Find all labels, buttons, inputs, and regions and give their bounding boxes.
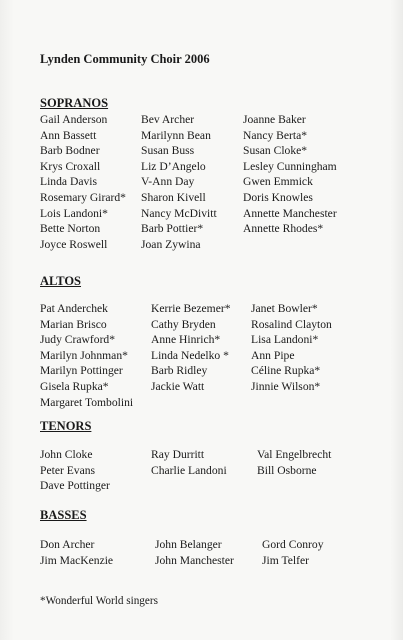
member-name: Ann Bassett bbox=[40, 128, 97, 142]
member-name: Susan Buss bbox=[141, 144, 195, 158]
member-name: Marian Brisco bbox=[40, 317, 107, 331]
altos-column-3 bbox=[251, 301, 332, 395]
member-name: Margaret Tombolini bbox=[40, 395, 134, 409]
basses-column-1 bbox=[40, 537, 113, 568]
member-name: Judy Crawford* bbox=[40, 333, 116, 347]
member-name: Annette Rhodes* bbox=[243, 222, 324, 236]
member-name: Marilynn Bean bbox=[141, 128, 211, 142]
member-name: Rosalind Clayton bbox=[251, 317, 332, 331]
member-name: Pat Anderchek bbox=[40, 302, 108, 315]
member-name: John Cloke bbox=[40, 448, 93, 461]
member-name: Marilyn Johnman* bbox=[40, 348, 128, 362]
member-name: Lisa Landoni* bbox=[251, 333, 319, 347]
member-name: Gord Conroy bbox=[262, 538, 324, 551]
member-name: Gwen Emmick bbox=[243, 175, 313, 189]
member-name: Gisela Rupka* bbox=[40, 379, 109, 393]
member-name: Bill Osborne bbox=[257, 463, 317, 477]
member-name: John Manchester bbox=[155, 553, 234, 567]
member-name: Céline Rupka* bbox=[251, 364, 321, 378]
member-name: Cathy Bryden bbox=[151, 317, 216, 331]
member-name: Barb Pottier* bbox=[141, 222, 204, 236]
member-name: Joan Zywina bbox=[141, 237, 201, 251]
member-name: Barb Bodner bbox=[40, 144, 100, 158]
member-name: Annette Manchester bbox=[243, 206, 337, 220]
member-name: Jinnie Wilson* bbox=[251, 379, 321, 393]
tenors-column-3 bbox=[257, 447, 331, 478]
member-name: Sharon Kivell bbox=[141, 190, 206, 204]
member-name: Marilyn Pottinger bbox=[40, 364, 123, 378]
member-name: Lois Landoni* bbox=[40, 206, 108, 220]
member-name: Lesley Cunningham bbox=[243, 159, 337, 173]
member-name: Dave Pottinger bbox=[40, 479, 110, 493]
member-name: Krys Croxall bbox=[40, 159, 101, 173]
member-name: Joanne Baker bbox=[243, 113, 306, 126]
member-name: Linda Davis bbox=[40, 175, 97, 189]
tenors-column-1 bbox=[40, 447, 110, 494]
member-name: Jackie Watt bbox=[151, 379, 205, 393]
member-name: Kerrie Bezemer* bbox=[151, 302, 231, 315]
member-name: John Belanger bbox=[155, 538, 222, 551]
section-heading-sopranos: SOPRANOS bbox=[40, 96, 109, 110]
member-name: Val Engelbrecht bbox=[257, 448, 332, 461]
member-name: Susan Cloke* bbox=[243, 144, 308, 158]
member-name: Gail Anderson bbox=[40, 113, 108, 126]
page-title: Lynden Community Choir 2006 bbox=[40, 52, 210, 66]
member-name: Bev Archer bbox=[141, 113, 195, 126]
sopranos-column-2 bbox=[141, 112, 217, 252]
sopranos-column-1 bbox=[40, 112, 126, 252]
member-name: Linda Nedelko * bbox=[151, 348, 229, 362]
member-name: Ray Durritt bbox=[151, 448, 205, 461]
member-name: Don Archer bbox=[40, 538, 95, 551]
footnote: *Wonderful World singers bbox=[40, 595, 158, 607]
altos-column-1 bbox=[40, 301, 133, 410]
member-name: Nancy Berta* bbox=[243, 128, 308, 142]
member-name: Bette Norton bbox=[40, 222, 101, 236]
member-name: Nancy McDivitt bbox=[141, 206, 217, 220]
section-heading-tenors: TENORS bbox=[40, 419, 92, 433]
member-name: Janet Bowler* bbox=[251, 302, 318, 315]
basses-column-2 bbox=[155, 537, 234, 568]
altos-column-2 bbox=[151, 301, 231, 395]
member-name: Peter Evans bbox=[40, 463, 96, 477]
section-heading-basses: BASSES bbox=[40, 508, 87, 522]
member-name: Jim Telfer bbox=[262, 553, 309, 567]
tenors-column-2 bbox=[151, 447, 227, 478]
member-name: Barb Ridley bbox=[151, 364, 208, 378]
member-name: Joyce Roswell bbox=[40, 237, 108, 251]
basses-column-3 bbox=[262, 537, 324, 568]
section-heading-altos: ALTOS bbox=[40, 274, 82, 288]
member-name: Ann Pipe bbox=[251, 348, 295, 362]
member-name: V-Ann Day bbox=[141, 175, 195, 189]
member-name: Doris Knowles bbox=[243, 190, 313, 204]
sopranos-column-3 bbox=[243, 112, 337, 237]
member-name: Anne Hinrich* bbox=[151, 333, 221, 347]
member-name: Liz D’Angelo bbox=[141, 159, 206, 173]
member-name: Jim MacKenzie bbox=[40, 553, 114, 567]
member-name: Charlie Landoni bbox=[151, 463, 227, 477]
member-name: Rosemary Girard* bbox=[40, 190, 126, 204]
